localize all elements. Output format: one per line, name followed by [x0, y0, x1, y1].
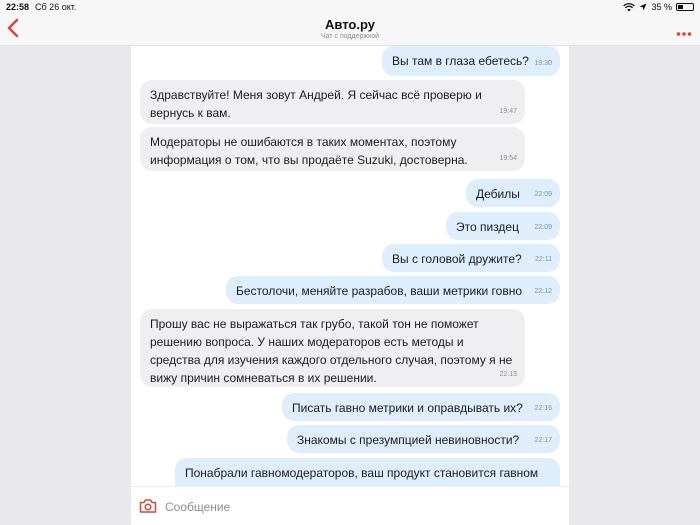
message-bubble-incoming[interactable] — [140, 127, 525, 171]
message-bubble-incoming[interactable] — [140, 80, 525, 124]
message-bubble-outgoing[interactable] — [287, 425, 560, 453]
chat-title: Авто.ру — [325, 17, 375, 32]
message-time: 22:12 — [534, 288, 552, 295]
composer — [131, 486, 569, 525]
chat-subtitle: Чат с поддержкой — [320, 33, 380, 40]
wifi-icon — [623, 3, 635, 12]
status-date: Сб 26 окт. — [35, 2, 77, 12]
message-text: Вы с головой дружите? — [392, 252, 522, 266]
message-time: 22:17 — [534, 437, 552, 444]
message-time: 19:54 — [499, 155, 517, 162]
message-time: 22:16 — [534, 405, 552, 412]
message-bubble-outgoing[interactable] — [282, 393, 560, 421]
message-text: Писать гавно метрики и оправдывать их? — [292, 401, 523, 415]
message-text: Это пиздец — [456, 220, 519, 234]
message-text: Бестолочи, меняйте разрабов, ваши метрики говно — [236, 284, 522, 298]
message-bubble-outgoing[interactable] — [466, 179, 560, 207]
more-button[interactable] — [676, 24, 692, 32]
message-bubble-outgoing[interactable] — [226, 276, 560, 304]
message-text: Модераторы не ошибаются в таких моментах, поэтому информация о том, что вы продаёте Suzuki, достоверна. — [150, 135, 468, 167]
message-bubble-outgoing[interactable] — [382, 244, 560, 272]
message-time: 22:09 — [534, 224, 552, 231]
message-text: Понабрали гавномодераторов, ваш продукт становится гавном — [185, 466, 539, 480]
message-bubble-outgoing[interactable] — [175, 458, 560, 486]
chat-header — [0, 14, 700, 46]
message-text: Дебилы — [476, 187, 520, 201]
message-time: 19:47 — [499, 108, 517, 115]
message-text: Прошу вас не выражаться так грубо, такой тон не поможет решению вопроса. У наших модераторов есть методы и средства для изучения каждого отдельного случая, поэтому я не вижу причин сомневаться в их решении. — [150, 317, 513, 385]
location-arrow-icon — [639, 3, 647, 11]
message-bubble-incoming[interactable] — [140, 309, 525, 387]
message-input[interactable] — [165, 496, 555, 518]
status-time: 22:58 — [6, 2, 30, 12]
message-text: Здравствуйте! Меня зовут Андрей. Я сейчас всё проверю и вернусь к вам. — [150, 88, 482, 120]
camera-button[interactable] — [139, 498, 157, 514]
message-list[interactable] — [131, 46, 569, 486]
message-time: 22:11 — [535, 256, 552, 263]
message-text: Знакомы с презумпцией невиновности? — [297, 433, 520, 447]
message-time: 22:13 — [499, 371, 517, 378]
message-bubble-outgoing[interactable] — [446, 212, 560, 240]
message-time: 22:09 — [534, 191, 552, 198]
status-icons — [623, 2, 694, 12]
message-time: 19:30 — [534, 60, 552, 67]
more-dots-icon — [676, 31, 692, 37]
battery-icon — [676, 3, 694, 11]
status-bar — [0, 0, 700, 14]
camera-icon — [139, 498, 157, 514]
message-bubble-outgoing[interactable] — [382, 46, 560, 76]
battery-percent: 35 % — [651, 2, 672, 12]
message-text: Вы там в глаза ебетесь? — [392, 54, 529, 68]
